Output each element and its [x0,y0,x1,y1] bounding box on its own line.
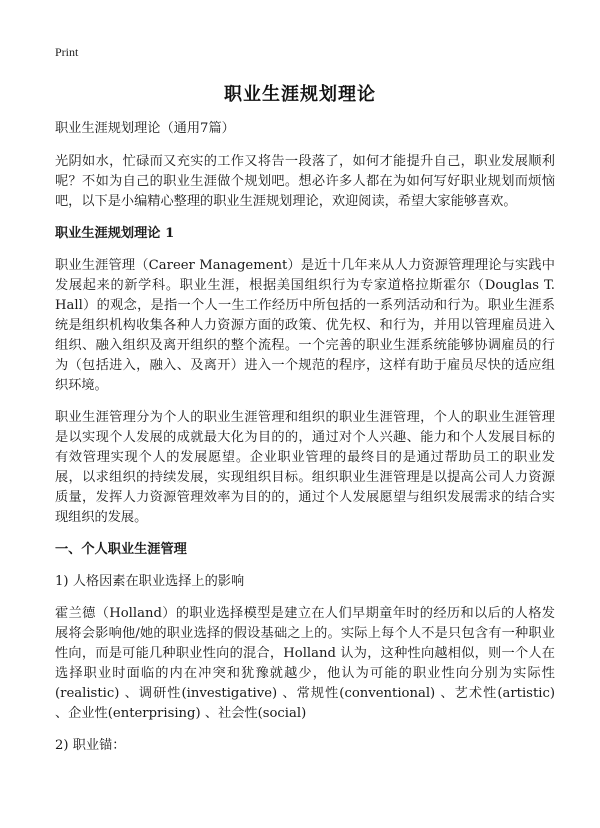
intro-paragraph: 光阴如水，忙碌而又充实的工作又将告一段落了，如何才能提升自己，职业发展顺利呢？不如为自己的职业生涯做个规划吧。想必许多人都在为如何写好职业规划而烦恼吧，以下是小编精心整理的职业生涯规划理论，欢迎阅读，希望大家能够喜欢。 [55,154,555,209]
section-heading: 职业生涯规划理论 1 [55,226,175,241]
document-subtitle: 职业生涯规划理论（通用7篇） [55,121,235,136]
body-paragraph: 职业生涯管理（Career Management）是近十几年来从人力资源管理理论与实践中发展起来的新学科。职业生涯，根据美国组织行为专家道格拉斯霍尔（Douglas T. Hall）的观念，是指一个人一生工作经历中所包括的一系列活动和行为。职业生涯系统是组织机构收集各种人力资源方面的政策、优先权、和行为，并用以管理雇员进入组织、融入组织及离开组织的整个流程。一个完善的职业生涯系统能够协调雇员的行为（包括进入，融入、及离开）进入一个规范的程序，这样有助于雇员尽快的适应组织环境。 [55,258,555,393]
major-heading: 一、个人职业生涯管理 [55,542,187,557]
body-paragraph: 霍兰德（Holland）的职业选择模型是建立在人们早期童年时的经历和以后的人格发展将会影响他/她的职业选择的假设基础之上的。实际上每个人不是只包含有一种职业性向，而是可能几种职业性向的混合，Holland 认为，这种性向越相似，则一个人在选择职业时面临的内在冲突和犹豫就越少，他认为可能的职业性向分别为实际性 (realistic) 、调研性(investigative) 、常规性(conventional) 、艺术性(artistic) 、企业性(enterprising) 、社会性(social) [55,606,555,721]
document-body [55,119,555,768]
numbered-heading: 2) 职业锚： [55,738,126,753]
print-label[interactable]: Print [55,45,79,59]
numbered-heading: 1) 人格因素在职业选择上的影响 [55,574,245,589]
body-paragraph: 职业生涯管理分为个人的职业生涯管理和组织的职业生涯管理，个人的职业生涯管理是以实现个人发展的成就最大化为目的的，通过对个人兴趣、能力和个人发展目标的有效管理实现个人的发展愿望。企业职业管理的最终目的是通过帮助员工的职业发展，以求组织的持续发展，实现组织目标。组织职业生涯管理是以提高公司人力资源质量，发挥人力资源管理效率为目的的，通过个人发展愿望与组织发展需求的结合实现组织的发展。 [55,410,555,525]
document-title: 职业生涯规划理论 [224,84,376,105]
